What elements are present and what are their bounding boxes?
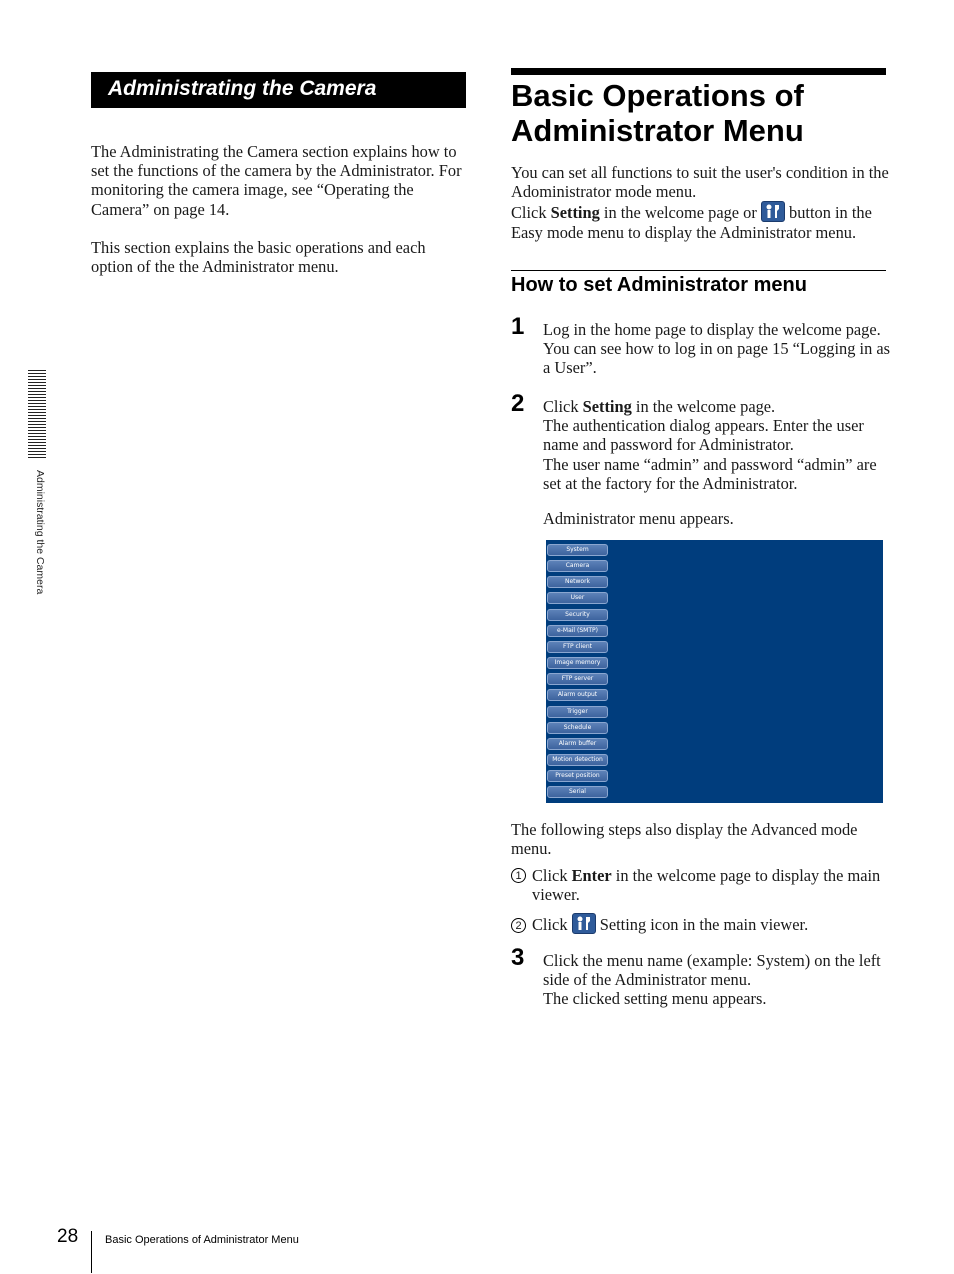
substep-1	[511, 866, 886, 904]
intro-click: Click	[511, 203, 551, 223]
admin-menu-item[interactable]: Motion detection	[547, 754, 608, 766]
substep-1-rest: in the welcome page to display the main viewer.	[532, 866, 881, 905]
page-number: 28	[57, 1226, 79, 1247]
substep-2-rest: Setting icon in the main viewer.	[595, 915, 809, 934]
side-tab-marker	[28, 370, 46, 460]
section-title: Administrating the Camera	[91, 72, 466, 108]
admin-menu-item[interactable]: FTP server	[547, 673, 608, 685]
step-1-text: Log in the home page to display the welcome page. You can see how to log in on page 15 “Logging in as a User”.	[543, 320, 891, 378]
step-2-factory: The user name “admin” and password “admin” are set at the factory for the Administrator.	[543, 454, 877, 493]
footer-rule	[91, 1231, 92, 1273]
administrator-menu-screenshot	[546, 540, 883, 803]
intro-mid: in the welcome page or	[599, 203, 761, 223]
step-3-text	[543, 951, 893, 1009]
title-rule	[511, 68, 886, 75]
step-2-text	[543, 397, 893, 493]
following-steps-text: The following steps also display the Advanced mode menu.	[511, 820, 858, 859]
left-paragraph-1: The Administrating the Camera section explains how to set the functions of the camera by the Administrator. For monitoring the camera image, see “Operating the Camera” on page 14.	[91, 142, 462, 219]
admin-menu-item[interactable]: Alarm output	[547, 689, 608, 701]
admin-menu-item[interactable]: Alarm buffer	[547, 738, 608, 750]
admin-menu-item[interactable]: Security	[547, 609, 608, 621]
left-paragraph-2: This section explains the basic operations and each option of the the Administrator menu.	[91, 238, 426, 277]
admin-menu-item[interactable]: Image memory	[547, 657, 608, 669]
page-title: Basic Operations of Administrator Menu	[511, 78, 804, 148]
admin-menu-item[interactable]: Preset position	[547, 770, 608, 782]
setting-icon	[761, 201, 785, 222]
step-2-setting: Setting	[582, 397, 632, 416]
step-2-auth: The authentication dialog appears. Enter the user name and password for Administrator.	[543, 416, 864, 455]
step-2-click: Click	[543, 397, 583, 416]
intro-setting: Setting	[550, 203, 600, 223]
intro-line-1: You can set all functions to suit the user's condition in the Adoministrator mode menu.	[511, 163, 889, 202]
admin-menu-item[interactable]: User	[547, 592, 608, 604]
substep-1-click: Click	[532, 866, 572, 885]
substep-2-number: 2	[511, 918, 526, 933]
step-3-result: The clicked setting menu appears.	[543, 989, 767, 1009]
step-3-instruction: Click the menu name (example: System) on the left side of the Administrator menu.	[543, 951, 881, 990]
step-2-number: 2	[511, 390, 525, 417]
step-2-result: Administrator menu appears.	[543, 509, 734, 528]
setting-icon	[572, 913, 596, 934]
substep-2-click: Click	[532, 915, 572, 934]
step-2-rest: in the welcome page.	[631, 397, 776, 416]
intro-paragraph	[511, 163, 891, 242]
admin-menu-item[interactable]: Camera	[547, 560, 608, 572]
admin-menu-item[interactable]: e-Mail (SMTP)	[547, 625, 608, 637]
side-tab-label: Administrating the Camera	[34, 470, 46, 595]
admin-menu-item[interactable]: Schedule	[547, 722, 608, 734]
step-1-number: 1	[511, 313, 525, 340]
substep-2	[511, 913, 886, 934]
subheading: How to set Administrator menu	[511, 274, 807, 296]
admin-menu-item[interactable]: Network	[547, 576, 608, 588]
intro-end: button in the Easy mode menu to display the Administrator menu.	[511, 203, 872, 242]
subheading-rule	[511, 270, 886, 271]
admin-menu-item[interactable]: System	[547, 544, 608, 556]
substep-1-number: 1	[511, 868, 526, 883]
admin-menu-item[interactable]: Trigger	[547, 706, 608, 718]
step-3-number: 3	[511, 944, 525, 971]
substep-1-enter: Enter	[571, 866, 612, 885]
admin-menu-item[interactable]: Serial	[547, 786, 608, 798]
running-title: Basic Operations of Administrator Menu	[105, 1234, 299, 1246]
admin-menu-item[interactable]: FTP client	[547, 641, 608, 653]
